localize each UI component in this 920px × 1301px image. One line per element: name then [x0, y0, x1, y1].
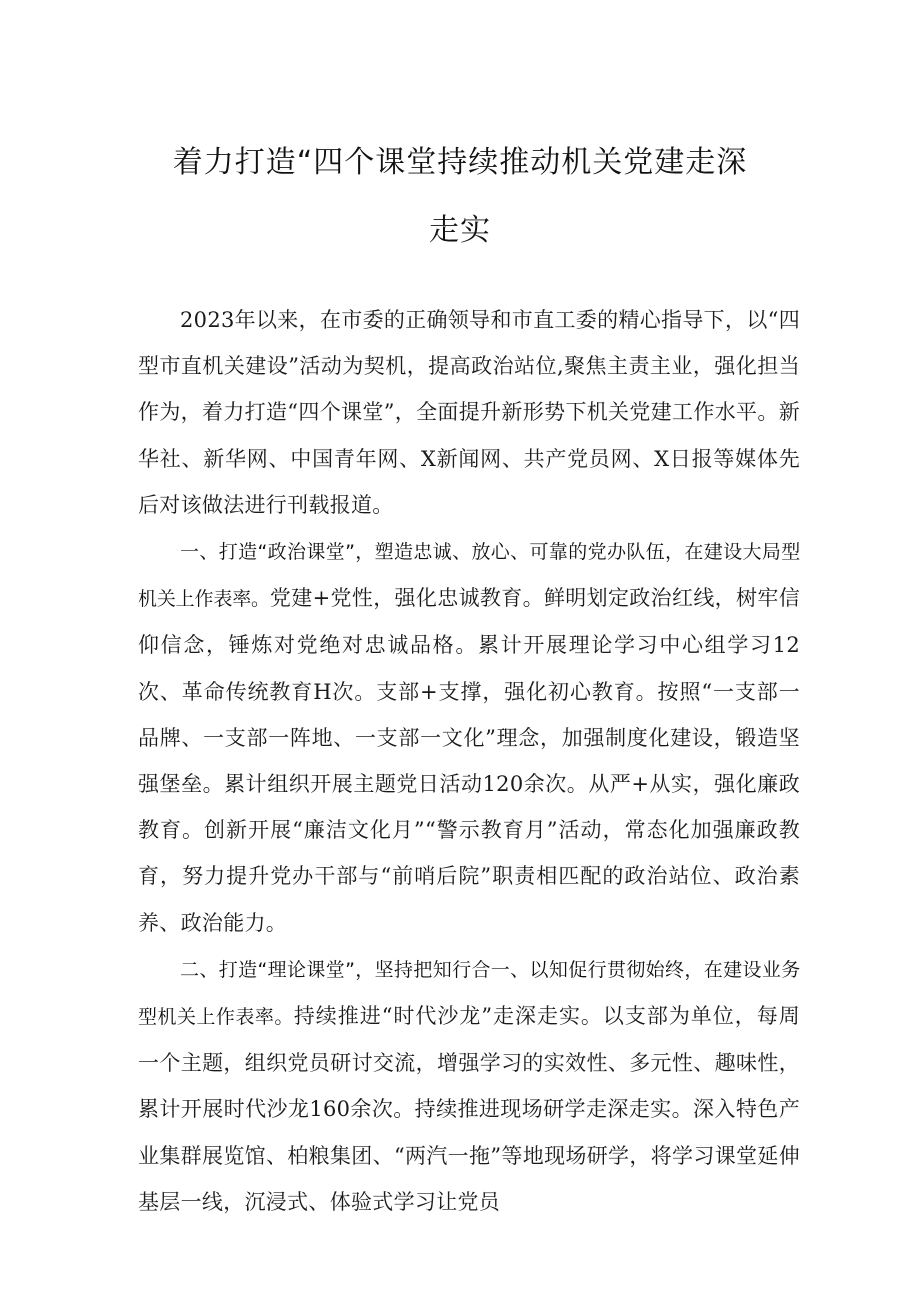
section-heading: 二、打造“理论课堂”，坚持把知行合一、以知促行贯彻始终，在建设业务型机关上作表率。 [138, 958, 800, 1029]
paragraph-text: 党建+党性，强化忠诚教育。鲜明划定政治红线，树牢信仰信念，锤炼对党绝对忠诚品格。累计开展理论学习中心组学习12次、革命传统教育H次。支部+支撑，强化初心教育。按照“一支部一品牌、一支部一阵地、一支部一文化”理念，加强制度化建设，锻造坚强堡垒。累计组织开展主题党日活动120余次。从严+从实，强化廉政教育。创新开展“廉洁文化月”“警示教育月”活动，常态化加强廉政教育，努力提升党办干部与“前哨后院”职责相匹配的政治站位、政治素养、政治能力。 [138, 586, 801, 935]
section-heading: 一、打造“政治课堂”，塑造忠诚、放心、可靠的党办队伍，在建设大局型机关上作表率。 [138, 541, 800, 611]
document-title-line-2: 走实 [429, 213, 491, 248]
paragraph-text: 2023年以来，在市委的正确领导和市直工委的精心指导下，以“四型市直机关建设”活动为契机，提高政治站位,聚焦主责主业，强化担当作为，着力打造“四个课堂”，全面提升新形势下机关党建工作水平。新华社、新华网、中国青年网、X新闻网、共产党员网、X日报等媒体先后对该做法进行刊载报道。 [138, 308, 800, 517]
document-body [138, 297, 800, 1225]
paragraph-section-1 [138, 528, 800, 946]
paragraph-text: 持续推进“时代沙龙”走深走实。以支部为单位，每周一个主题，组织党员研讨交流，增强学习的实效性、多元性、趣味性，累计开展时代沙龙160余次。持续推进现场研学走深走实。深入特色产业集群展览馆、柏粮集团、“两汽一拖”等地现场研学，将学习课堂延伸基层一线，沉浸式、体验式学习让党员 [138, 1004, 801, 1214]
paragraph-section-2 [138, 946, 800, 1225]
paragraph-intro [138, 297, 800, 528]
document-title-line-1: 着力打造“四个课堂持续推动机关党建走深 [172, 145, 748, 180]
